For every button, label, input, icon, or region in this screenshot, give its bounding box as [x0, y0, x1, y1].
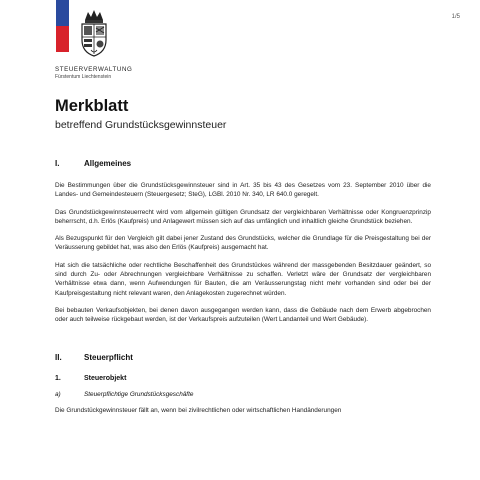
- subsection-title: Steuerobjekt: [84, 374, 127, 382]
- paragraph: Die Grundstückgewinnsteuer fällt an, wenn bei zivilrechtlichen oder wirtschaftlichen Handänderungen: [55, 406, 342, 414]
- section-title: Allgemeines: [84, 159, 132, 168]
- paragraph: Als Bezugspunkt für den Vergleich gilt dabei jener Zustand des Grundstücks, welcher die Grundlage für die Preisgestaltung bei der Veräusserung gebildet hat, was also den Erlös (Kaufpreis) ausgemacht hat.: [55, 235, 431, 252]
- coat-of-arms-icon: [79, 8, 109, 58]
- section-number: II.: [55, 352, 62, 362]
- section-number: I.: [55, 159, 60, 168]
- paragraph: Hat sich die tatsächliche oder rechtliche Beschaffenheit des Grundstückes während der massgebenden Besitzdauer geändert, so sind durch Zu- oder Abrechnungen vergleichbare Verhältnisse zu schaffen. Verletzt wäre der Grundsatz der vergleichbaren Verhältnisse etwa dann, wenn Aufwendungen für Bauten, die am Veräusserungstag nicht mehr vorhanden sind oder bei der Kaufpreisgestaltung nicht relevant waren, den Anlagekosten zugerechnet würden.: [55, 261, 431, 297]
- section-heading: [55, 159, 431, 168]
- sub-subsection-number: a): [55, 390, 61, 398]
- doc-subtitle: betreffend Grundstücksgewinnsteuer: [55, 119, 227, 131]
- document-body: [55, 96, 431, 415]
- org-subtitle: Fürstentum Liechtenstein: [55, 73, 112, 80]
- page-number: 1/5: [451, 14, 460, 20]
- subsection-heading: [55, 375, 431, 382]
- sub-subsection-heading: [55, 391, 431, 398]
- paragraph: Die Bestimmungen über die Grundstücksgewinnsteuer sind in Art. 35 bis 43 des Gesetzes vom 23. September 2010 über die Landes- und Gemeindesteuern (Steuergesetz; SteG), LGBl. 2010 Nr. 340, LR 640.0 geregelt.: [55, 182, 431, 199]
- organization-header: [55, 66, 132, 80]
- doc-title: Merkblatt: [55, 97, 129, 115]
- section-heading: [55, 353, 431, 362]
- section-title: Steuerpflicht: [84, 352, 133, 362]
- subsection-number: 1.: [55, 374, 61, 382]
- flag-blue-stripe: [56, 0, 69, 26]
- flag-red-stripe: [56, 26, 69, 52]
- liechtenstein-flag-icon: [56, 0, 69, 52]
- sub-subsection-title: Steuerpflichtige Grundstücksgeschäfte: [84, 390, 194, 398]
- paragraph: Das Grundstückgewinnsteuerrecht wird vom allgemein gültigen Grundsatz der vergleichbaren Verhältnisse oder Kongruenzprinzip beherrscht, d.h. Erlös (Kaufpreis) und Anlagewert müssen sich auf das umfänglich und inhaltlich gleiche Grundstück beziehen.: [55, 208, 431, 225]
- paragraph: Bei bebauten Verkaufsobjekten, bei denen davon ausgegangen werden kann, dass die Gebäude nach dem Erwerb abgebrochen oder auch teilweise rückgebaut werden, ist der Verkaufspreis aufzuteilen (Wert Landanteil und Wert Gebäude).: [55, 306, 431, 324]
- org-name: STEUERVERWALTUNG: [55, 66, 133, 73]
